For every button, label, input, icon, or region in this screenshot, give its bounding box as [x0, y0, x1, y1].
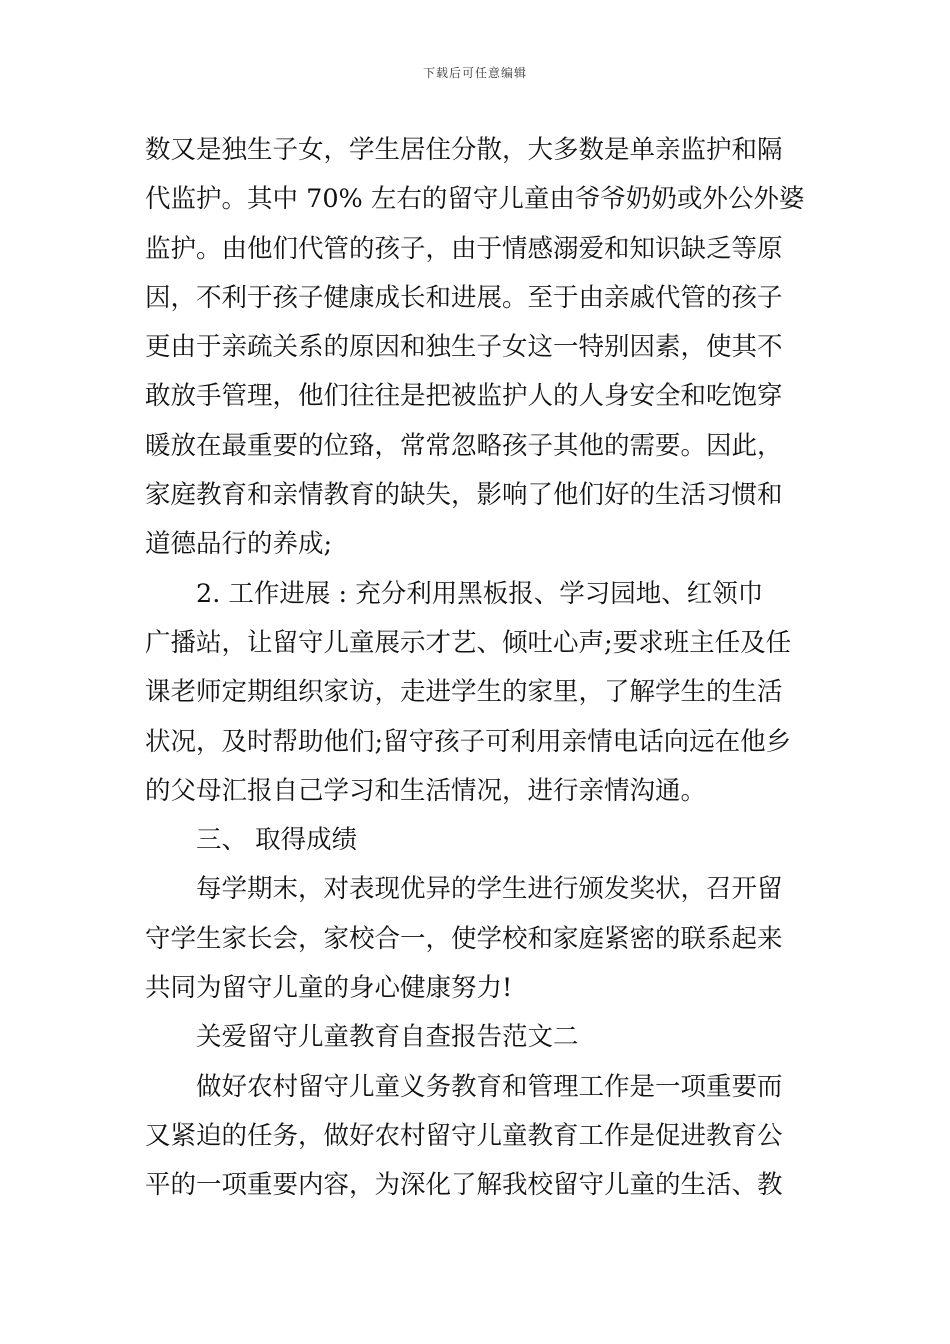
text-line: 敢放手管理，他们往往是把被监护人的人身安全和吃饱穿: [145, 381, 783, 412]
text-line: 的父母汇报自己学习和生活情况，进行亲情沟通。: [145, 775, 707, 806]
text-line: 共同为留守儿童的身心健康努力!: [145, 973, 513, 1004]
text-line: 数又是独生子女，学生居住分散，大多数是单亲监护和隔: [145, 135, 783, 165]
text-line: 2. 工作进展 : 充分利用黑板报、学习园地、红领巾: [196, 578, 764, 609]
text-line: 家庭教育和亲情教育的缺失，影响了他们好的生活习惯和: [145, 480, 783, 511]
text-line: 更由于亲疏关系的原因和独生子女这一特别因素，使其不: [145, 332, 783, 363]
text-line: 每学期末，对表现优异的学生进行颁发奖状，召开留: [196, 874, 783, 905]
text-line: 广播站，让留守儿童展示才艺、倾吐心声;要求班主任及任: [145, 627, 792, 658]
text-line: 道德品行的养成;: [145, 529, 333, 560]
text-line: 代监护。其中 70% 左右的留守儿童由爷爷奶奶或外公外婆: [145, 184, 805, 215]
text-line: 平的一项重要内容，为深化了解我校留守儿童的生活、教: [145, 1170, 783, 1201]
text-line: 因，不利于孩子健康成长和进展。至于由亲戚代管的孩子: [145, 282, 783, 313]
text-line: 监护。由他们代管的孩子，由于情感溺爱和知识缺乏等原: [145, 233, 783, 264]
page-header: 下载后可任意编辑: [422, 66, 527, 80]
text-line: 暖放在最重要的位臵，常常忽略孩子其他的需要。因此，: [145, 430, 783, 461]
text-line: 又紧迫的任务，做好农村留守儿童教育工作是促进教育公: [145, 1120, 783, 1151]
text-line: 课老师定期组织家访，走进学生的家里，了解学生的生活: [145, 677, 783, 708]
text-line: 状况，及时帮助他们;留守孩子可利用亲情电话向远在他乡: [145, 726, 792, 757]
text-line: 守学生家长会，家校合一，使学校和家庭紧密的联系起来: [145, 923, 783, 954]
section-heading: 三、 取得成绩: [196, 825, 358, 856]
text-line: 做好农村留守儿童义务教育和管理工作是一项重要而: [196, 1071, 783, 1102]
document-body: [145, 126, 810, 1211]
document-subtitle: 关爱留守儿童教育自查报告范文二: [196, 1022, 579, 1053]
